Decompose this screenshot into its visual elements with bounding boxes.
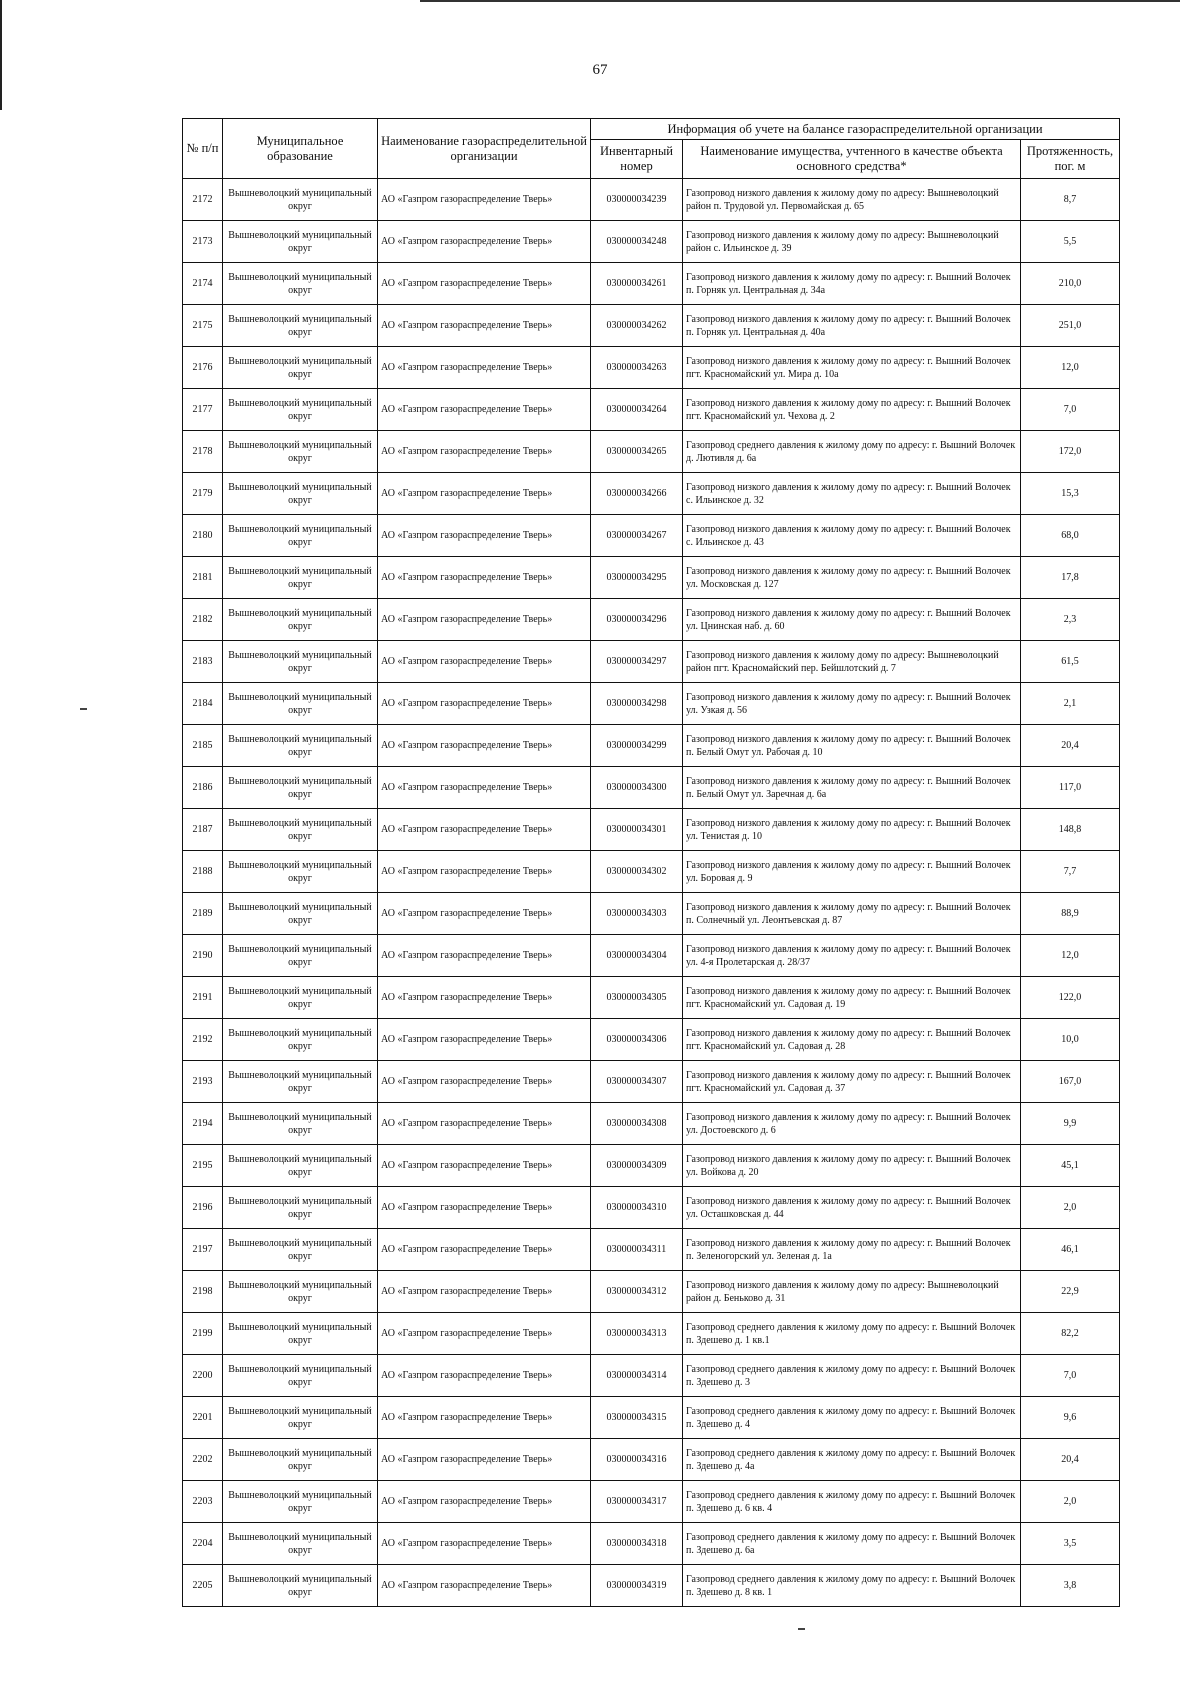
municipality-cell: Вышневолоцкий муниципальный округ <box>223 977 378 1019</box>
row-number: 2183 <box>183 641 223 683</box>
inventory-number-cell: 030000034303 <box>591 893 683 935</box>
organization-cell: АО «Газпром газораспределение Тверь» <box>378 935 591 977</box>
municipality-cell: Вышневолоцкий муниципальный округ <box>223 473 378 515</box>
length-cell: 88,9 <box>1021 893 1120 935</box>
municipality-cell: Вышневолоцкий муниципальный округ <box>223 1187 378 1229</box>
length-cell: 2,3 <box>1021 599 1120 641</box>
header-municipality: Муниципальное образование <box>223 119 378 179</box>
row-number: 2172 <box>183 179 223 221</box>
property-name-cell: Газопровод низкого давления к жилому дому по адресу: Вышневолоцкий район д. Беньково д. 31 <box>683 1271 1021 1313</box>
inventory-number-cell: 030000034295 <box>591 557 683 599</box>
table-row <box>183 1355 1120 1397</box>
property-name-cell: Газопровод низкого давления к жилому дому по адресу: г. Вышний Волочек ул. Достоевского д. 6 <box>683 1103 1021 1145</box>
table-row <box>183 809 1120 851</box>
property-name-cell: Газопровод низкого давления к жилому дому по адресу: г. Вышний Волочек ул. 4-я Пролетарская д. 28/37 <box>683 935 1021 977</box>
inventory-number-cell: 030000034316 <box>591 1439 683 1481</box>
property-name-cell: Газопровод среднего давления к жилому дому по адресу: г. Вышний Волочек п. Здешево д. 8 кв. 1 <box>683 1565 1021 1607</box>
row-number: 2202 <box>183 1439 223 1481</box>
table-row <box>183 305 1120 347</box>
organization-cell: АО «Газпром газораспределение Тверь» <box>378 1397 591 1439</box>
organization-cell: АО «Газпром газораспределение Тверь» <box>378 809 591 851</box>
length-cell: 22,9 <box>1021 1271 1120 1313</box>
property-name-cell: Газопровод низкого давления к жилому дому по адресу: г. Вышний Волочек ул. Войкова д. 20 <box>683 1145 1021 1187</box>
page-number: 67 <box>592 62 608 78</box>
municipality-cell: Вышневолоцкий муниципальный округ <box>223 1397 378 1439</box>
table-row <box>183 1145 1120 1187</box>
row-number: 2192 <box>183 1019 223 1061</box>
table-row <box>183 221 1120 263</box>
length-cell: 17,8 <box>1021 557 1120 599</box>
length-cell: 20,4 <box>1021 725 1120 767</box>
organization-cell: АО «Газпром газораспределение Тверь» <box>378 977 591 1019</box>
inventory-number-cell: 030000034297 <box>591 641 683 683</box>
row-number: 2184 <box>183 683 223 725</box>
organization-cell: АО «Газпром газораспределение Тверь» <box>378 431 591 473</box>
table-row <box>183 263 1120 305</box>
header-inventory-number: Инвентарный номер <box>591 140 683 179</box>
row-number: 2182 <box>183 599 223 641</box>
municipality-cell: Вышневолоцкий муниципальный округ <box>223 221 378 263</box>
length-cell: 2,1 <box>1021 683 1120 725</box>
length-cell: 9,9 <box>1021 1103 1120 1145</box>
organization-cell: АО «Газпром газораспределение Тверь» <box>378 1481 591 1523</box>
row-number: 2187 <box>183 809 223 851</box>
municipality-cell: Вышневолоцкий муниципальный округ <box>223 1523 378 1565</box>
property-name-cell: Газопровод низкого давления к жилому дому по адресу: г. Вышний Волочек п. Белый Омут ул. Рабочая д. 10 <box>683 725 1021 767</box>
property-name-cell: Газопровод низкого давления к жилому дому по адресу: г. Вышний Волочек п. Белый Омут ул. Заречная д. 6а <box>683 767 1021 809</box>
municipality-cell: Вышневолоцкий муниципальный округ <box>223 1355 378 1397</box>
municipality-cell: Вышневолоцкий муниципальный округ <box>223 347 378 389</box>
length-cell: 7,7 <box>1021 851 1120 893</box>
table-row <box>183 683 1120 725</box>
organization-cell: АО «Газпром газораспределение Тверь» <box>378 893 591 935</box>
inventory-number-cell: 030000034306 <box>591 1019 683 1061</box>
scan-top-edge-line <box>420 0 1180 2</box>
table-row <box>183 1397 1120 1439</box>
row-number: 2200 <box>183 1355 223 1397</box>
property-name-cell: Газопровод низкого давления к жилому дому по адресу: Вышневолоцкий район с. Ильинское д. 39 <box>683 221 1021 263</box>
property-name-cell: Газопровод среднего давления к жилому дому по адресу: г. Вышний Волочек п. Здешево д. 4а <box>683 1439 1021 1481</box>
municipality-cell: Вышневолоцкий муниципальный округ <box>223 1271 378 1313</box>
organization-cell: АО «Газпром газораспределение Тверь» <box>378 263 591 305</box>
organization-cell: АО «Газпром газораспределение Тверь» <box>378 347 591 389</box>
municipality-cell: Вышневолоцкий муниципальный округ <box>223 935 378 977</box>
inventory-number-cell: 030000034305 <box>591 977 683 1019</box>
organization-cell: АО «Газпром газораспределение Тверь» <box>378 1355 591 1397</box>
property-name-cell: Газопровод низкого давления к жилому дому по адресу: г. Вышний Волочек ул. Осташковская д. 44 <box>683 1187 1021 1229</box>
property-name-cell: Газопровод среднего давления к жилому дому по адресу: г. Вышний Волочек д. Лютивля д. 6а <box>683 431 1021 473</box>
municipality-cell: Вышневолоцкий муниципальный округ <box>223 725 378 767</box>
property-name-cell: Газопровод низкого давления к жилому дому по адресу: г. Вышний Волочек пгт. Красномайский ул. Садовая д. 28 <box>683 1019 1021 1061</box>
organization-cell: АО «Газпром газораспределение Тверь» <box>378 1019 591 1061</box>
table-row <box>183 557 1120 599</box>
inventory-number-cell: 030000034317 <box>591 1481 683 1523</box>
row-number: 2203 <box>183 1481 223 1523</box>
inventory-number-cell: 030000034311 <box>591 1229 683 1271</box>
length-cell: 122,0 <box>1021 977 1120 1019</box>
organization-cell: АО «Газпром газораспределение Тверь» <box>378 179 591 221</box>
table-row <box>183 641 1120 683</box>
table-body <box>183 179 1120 1607</box>
table-row <box>183 851 1120 893</box>
table-row <box>183 1313 1120 1355</box>
organization-cell: АО «Газпром газораспределение Тверь» <box>378 1439 591 1481</box>
inventory-number-cell: 030000034263 <box>591 347 683 389</box>
row-number: 2196 <box>183 1187 223 1229</box>
organization-cell: АО «Газпром газораспределение Тверь» <box>378 725 591 767</box>
property-name-cell: Газопровод низкого давления к жилому дому по адресу: г. Вышний Волочек пгт. Красномайский ул. Чехова д. 2 <box>683 389 1021 431</box>
inventory-number-cell: 030000034267 <box>591 515 683 557</box>
inventory-number-cell: 030000034319 <box>591 1565 683 1607</box>
inventory-number-cell: 030000034313 <box>591 1313 683 1355</box>
table-row <box>183 179 1120 221</box>
header-organization: Наименование газораспределительной организации <box>378 119 591 179</box>
length-cell: 20,4 <box>1021 1439 1120 1481</box>
row-number: 2193 <box>183 1061 223 1103</box>
table-row <box>183 431 1120 473</box>
inventory-number-cell: 030000034315 <box>591 1397 683 1439</box>
property-name-cell: Газопровод низкого давления к жилому дому по адресу: г. Вышний Волочек п. Горняк ул. Центральная д. 40а <box>683 305 1021 347</box>
inventory-number-cell: 030000034266 <box>591 473 683 515</box>
inventory-number-cell: 030000034299 <box>591 725 683 767</box>
row-number: 2195 <box>183 1145 223 1187</box>
length-cell: 46,1 <box>1021 1229 1120 1271</box>
property-name-cell: Газопровод среднего давления к жилому дому по адресу: г. Вышний Волочек п. Здешево д. 1 кв.1 <box>683 1313 1021 1355</box>
organization-cell: АО «Газпром газораспределение Тверь» <box>378 851 591 893</box>
inventory-number-cell: 030000034248 <box>591 221 683 263</box>
property-name-cell: Газопровод среднего давления к жилому дому по адресу: г. Вышний Волочек п. Здешево д. 3 <box>683 1355 1021 1397</box>
row-number: 2189 <box>183 893 223 935</box>
municipality-cell: Вышневолоцкий муниципальный округ <box>223 1313 378 1355</box>
scan-speck <box>798 1628 805 1630</box>
row-number: 2199 <box>183 1313 223 1355</box>
table-row <box>183 1019 1120 1061</box>
scan-left-edge-line <box>0 0 2 110</box>
organization-cell: АО «Газпром газораспределение Тверь» <box>378 221 591 263</box>
header-balance-info-group: Информация об учете на балансе газораспределительной организации <box>591 119 1120 140</box>
municipality-cell: Вышневолоцкий муниципальный округ <box>223 1439 378 1481</box>
table-row <box>183 893 1120 935</box>
row-number: 2179 <box>183 473 223 515</box>
length-cell: 2,0 <box>1021 1187 1120 1229</box>
municipality-cell: Вышневолоцкий муниципальный округ <box>223 1103 378 1145</box>
row-number: 2176 <box>183 347 223 389</box>
table-row <box>183 1187 1120 1229</box>
organization-cell: АО «Газпром газораспределение Тверь» <box>378 1061 591 1103</box>
row-number: 2181 <box>183 557 223 599</box>
organization-cell: АО «Газпром газораспределение Тверь» <box>378 515 591 557</box>
organization-cell: АО «Газпром газораспределение Тверь» <box>378 1229 591 1271</box>
inventory-number-cell: 030000034307 <box>591 1061 683 1103</box>
inventory-number-cell: 030000034262 <box>591 305 683 347</box>
length-cell: 8,7 <box>1021 179 1120 221</box>
organization-cell: АО «Газпром газораспределение Тверь» <box>378 641 591 683</box>
length-cell: 167,0 <box>1021 1061 1120 1103</box>
municipality-cell: Вышневолоцкий муниципальный округ <box>223 1061 378 1103</box>
municipality-cell: Вышневолоцкий муниципальный округ <box>223 431 378 473</box>
table-header <box>183 119 1120 179</box>
length-cell: 3,5 <box>1021 1523 1120 1565</box>
table-row <box>183 1439 1120 1481</box>
organization-cell: АО «Газпром газораспределение Тверь» <box>378 1271 591 1313</box>
row-number: 2190 <box>183 935 223 977</box>
table-row <box>183 1061 1120 1103</box>
table-row <box>183 1523 1120 1565</box>
row-number: 2204 <box>183 1523 223 1565</box>
row-number: 2178 <box>183 431 223 473</box>
municipality-cell: Вышневолоцкий муниципальный округ <box>223 557 378 599</box>
table-row <box>183 599 1120 641</box>
organization-cell: АО «Газпром газораспределение Тверь» <box>378 473 591 515</box>
length-cell: 251,0 <box>1021 305 1120 347</box>
inventory-number-cell: 030000034310 <box>591 1187 683 1229</box>
length-cell: 45,1 <box>1021 1145 1120 1187</box>
municipality-cell: Вышневолоцкий муниципальный округ <box>223 263 378 305</box>
length-cell: 12,0 <box>1021 347 1120 389</box>
organization-cell: АО «Газпром газораспределение Тверь» <box>378 1313 591 1355</box>
inventory-number-cell: 030000034300 <box>591 767 683 809</box>
municipality-cell: Вышневолоцкий муниципальный округ <box>223 389 378 431</box>
property-name-cell: Газопровод низкого давления к жилому дому по адресу: г. Вышний Волочек ул. Узкая д. 56 <box>683 683 1021 725</box>
property-register-table <box>182 118 1120 1607</box>
length-cell: 61,5 <box>1021 641 1120 683</box>
length-cell: 12,0 <box>1021 935 1120 977</box>
table-row <box>183 347 1120 389</box>
row-number: 2180 <box>183 515 223 557</box>
municipality-cell: Вышневолоцкий муниципальный округ <box>223 809 378 851</box>
organization-cell: АО «Газпром газораспределение Тверь» <box>378 305 591 347</box>
table-row <box>183 725 1120 767</box>
inventory-number-cell: 030000034261 <box>591 263 683 305</box>
header-number: № п/п <box>183 119 223 179</box>
inventory-number-cell: 030000034314 <box>591 1355 683 1397</box>
row-number: 2191 <box>183 977 223 1019</box>
municipality-cell: Вышневолоцкий муниципальный округ <box>223 1019 378 1061</box>
length-cell: 9,6 <box>1021 1397 1120 1439</box>
length-cell: 15,3 <box>1021 473 1120 515</box>
property-name-cell: Газопровод низкого давления к жилому дому по адресу: г. Вышний Волочек с. Ильинское д. 43 <box>683 515 1021 557</box>
row-number: 2188 <box>183 851 223 893</box>
table-row <box>183 1229 1120 1271</box>
municipality-cell: Вышневолоцкий муниципальный округ <box>223 1229 378 1271</box>
property-name-cell: Газопровод низкого давления к жилому дому по адресу: г. Вышний Волочек ул. Московская д. 127 <box>683 557 1021 599</box>
header-length: Протяженность, пог. м <box>1021 140 1120 179</box>
length-cell: 7,0 <box>1021 1355 1120 1397</box>
row-number: 2197 <box>183 1229 223 1271</box>
row-number: 2174 <box>183 263 223 305</box>
property-name-cell: Газопровод низкого давления к жилому дому по адресу: г. Вышний Волочек пгт. Красномайский ул. Садовая д. 37 <box>683 1061 1021 1103</box>
municipality-cell: Вышневолоцкий муниципальный округ <box>223 179 378 221</box>
property-name-cell: Газопровод среднего давления к жилому дому по адресу: г. Вышний Волочек п. Здешево д. 6 кв. 4 <box>683 1481 1021 1523</box>
property-name-cell: Газопровод низкого давления к жилому дому по адресу: г. Вышний Волочек п. Солнечный ул. Леонтьевская д. 87 <box>683 893 1021 935</box>
property-name-cell: Газопровод низкого давления к жилому дому по адресу: г. Вышний Волочек п. Горняк ул. Центральная д. 34а <box>683 263 1021 305</box>
property-name-cell: Газопровод низкого давления к жилому дому по адресу: г. Вышний Волочек п. Зеленогорский ул. Зеленая д. 1а <box>683 1229 1021 1271</box>
table-row <box>183 515 1120 557</box>
municipality-cell: Вышневолоцкий муниципальный округ <box>223 1145 378 1187</box>
municipality-cell: Вышневолоцкий муниципальный округ <box>223 641 378 683</box>
table-row <box>183 935 1120 977</box>
property-name-cell: Газопровод среднего давления к жилому дому по адресу: г. Вышний Волочек п. Здешево д. 4 <box>683 1397 1021 1439</box>
inventory-number-cell: 030000034298 <box>591 683 683 725</box>
municipality-cell: Вышневолоцкий муниципальный округ <box>223 851 378 893</box>
organization-cell: АО «Газпром газораспределение Тверь» <box>378 683 591 725</box>
length-cell: 68,0 <box>1021 515 1120 557</box>
organization-cell: АО «Газпром газораспределение Тверь» <box>378 1187 591 1229</box>
municipality-cell: Вышневолоцкий муниципальный округ <box>223 1565 378 1607</box>
length-cell: 10,0 <box>1021 1019 1120 1061</box>
inventory-number-cell: 030000034265 <box>591 431 683 473</box>
property-name-cell: Газопровод низкого давления к жилому дому по адресу: г. Вышний Волочек пгт. Красномайский ул. Садовая д. 19 <box>683 977 1021 1019</box>
row-number: 2198 <box>183 1271 223 1313</box>
municipality-cell: Вышневолоцкий муниципальный округ <box>223 305 378 347</box>
organization-cell: АО «Газпром газораспределение Тверь» <box>378 1565 591 1607</box>
table-row <box>183 473 1120 515</box>
table-row <box>183 1481 1120 1523</box>
municipality-cell: Вышневолоцкий муниципальный округ <box>223 893 378 935</box>
row-number: 2194 <box>183 1103 223 1145</box>
inventory-number-cell: 030000034301 <box>591 809 683 851</box>
inventory-number-cell: 030000034304 <box>591 935 683 977</box>
inventory-number-cell: 030000034308 <box>591 1103 683 1145</box>
organization-cell: АО «Газпром газораспределение Тверь» <box>378 1145 591 1187</box>
property-name-cell: Газопровод низкого давления к жилому дому по адресу: г. Вышний Волочек ул. Цнинская наб. д. 60 <box>683 599 1021 641</box>
inventory-number-cell: 030000034309 <box>591 1145 683 1187</box>
inventory-number-cell: 030000034312 <box>591 1271 683 1313</box>
row-number: 2173 <box>183 221 223 263</box>
property-name-cell: Газопровод среднего давления к жилому дому по адресу: г. Вышний Волочек п. Здешево д. 6а <box>683 1523 1021 1565</box>
length-cell: 5,5 <box>1021 221 1120 263</box>
length-cell: 117,0 <box>1021 767 1120 809</box>
organization-cell: АО «Газпром газораспределение Тверь» <box>378 767 591 809</box>
property-name-cell: Газопровод низкого давления к жилому дому по адресу: г. Вышний Волочек ул. Тенистая д. 10 <box>683 809 1021 851</box>
table-row <box>183 1103 1120 1145</box>
organization-cell: АО «Газпром газораспределение Тверь» <box>378 1103 591 1145</box>
row-number: 2175 <box>183 305 223 347</box>
row-number: 2185 <box>183 725 223 767</box>
length-cell: 148,8 <box>1021 809 1120 851</box>
scan-speck <box>80 708 87 710</box>
inventory-number-cell: 030000034302 <box>591 851 683 893</box>
inventory-number-cell: 030000034318 <box>591 1523 683 1565</box>
organization-cell: АО «Газпром газораспределение Тверь» <box>378 1523 591 1565</box>
length-cell: 7,0 <box>1021 389 1120 431</box>
row-number: 2177 <box>183 389 223 431</box>
property-name-cell: Газопровод низкого давления к жилому дому по адресу: г. Вышний Волочек с. Ильинское д. 32 <box>683 473 1021 515</box>
length-cell: 2,0 <box>1021 1481 1120 1523</box>
inventory-number-cell: 030000034296 <box>591 599 683 641</box>
municipality-cell: Вышневолоцкий муниципальный округ <box>223 683 378 725</box>
header-property-name: Наименование имущества, учтенного в качестве объекта основного средства* <box>683 140 1021 179</box>
row-number: 2205 <box>183 1565 223 1607</box>
length-cell: 82,2 <box>1021 1313 1120 1355</box>
property-name-cell: Газопровод низкого давления к жилому дому по адресу: г. Вышний Волочек пгт. Красномайский ул. Мира д. 10а <box>683 347 1021 389</box>
length-cell: 3,8 <box>1021 1565 1120 1607</box>
inventory-number-cell: 030000034239 <box>591 179 683 221</box>
property-name-cell: Газопровод низкого давления к жилому дому по адресу: Вышневолоцкий район пгт. Красномайский пер. Бейшлотский д. 7 <box>683 641 1021 683</box>
table-row <box>183 1565 1120 1607</box>
table-row <box>183 977 1120 1019</box>
organization-cell: АО «Газпром газораспределение Тверь» <box>378 599 591 641</box>
table-row <box>183 389 1120 431</box>
municipality-cell: Вышневолоцкий муниципальный округ <box>223 767 378 809</box>
organization-cell: АО «Газпром газораспределение Тверь» <box>378 557 591 599</box>
municipality-cell: Вышневолоцкий муниципальный округ <box>223 515 378 557</box>
table-row <box>183 767 1120 809</box>
municipality-cell: Вышневолоцкий муниципальный округ <box>223 599 378 641</box>
row-number: 2201 <box>183 1397 223 1439</box>
organization-cell: АО «Газпром газораспределение Тверь» <box>378 389 591 431</box>
length-cell: 172,0 <box>1021 431 1120 473</box>
inventory-number-cell: 030000034264 <box>591 389 683 431</box>
property-name-cell: Газопровод низкого давления к жилому дому по адресу: Вышневолоцкий район п. Трудовой ул. Первомайская д. 65 <box>683 179 1021 221</box>
municipality-cell: Вышневолоцкий муниципальный округ <box>223 1481 378 1523</box>
row-number: 2186 <box>183 767 223 809</box>
table-row <box>183 1271 1120 1313</box>
length-cell: 210,0 <box>1021 263 1120 305</box>
property-name-cell: Газопровод низкого давления к жилому дому по адресу: г. Вышний Волочек ул. Боровая д. 9 <box>683 851 1021 893</box>
